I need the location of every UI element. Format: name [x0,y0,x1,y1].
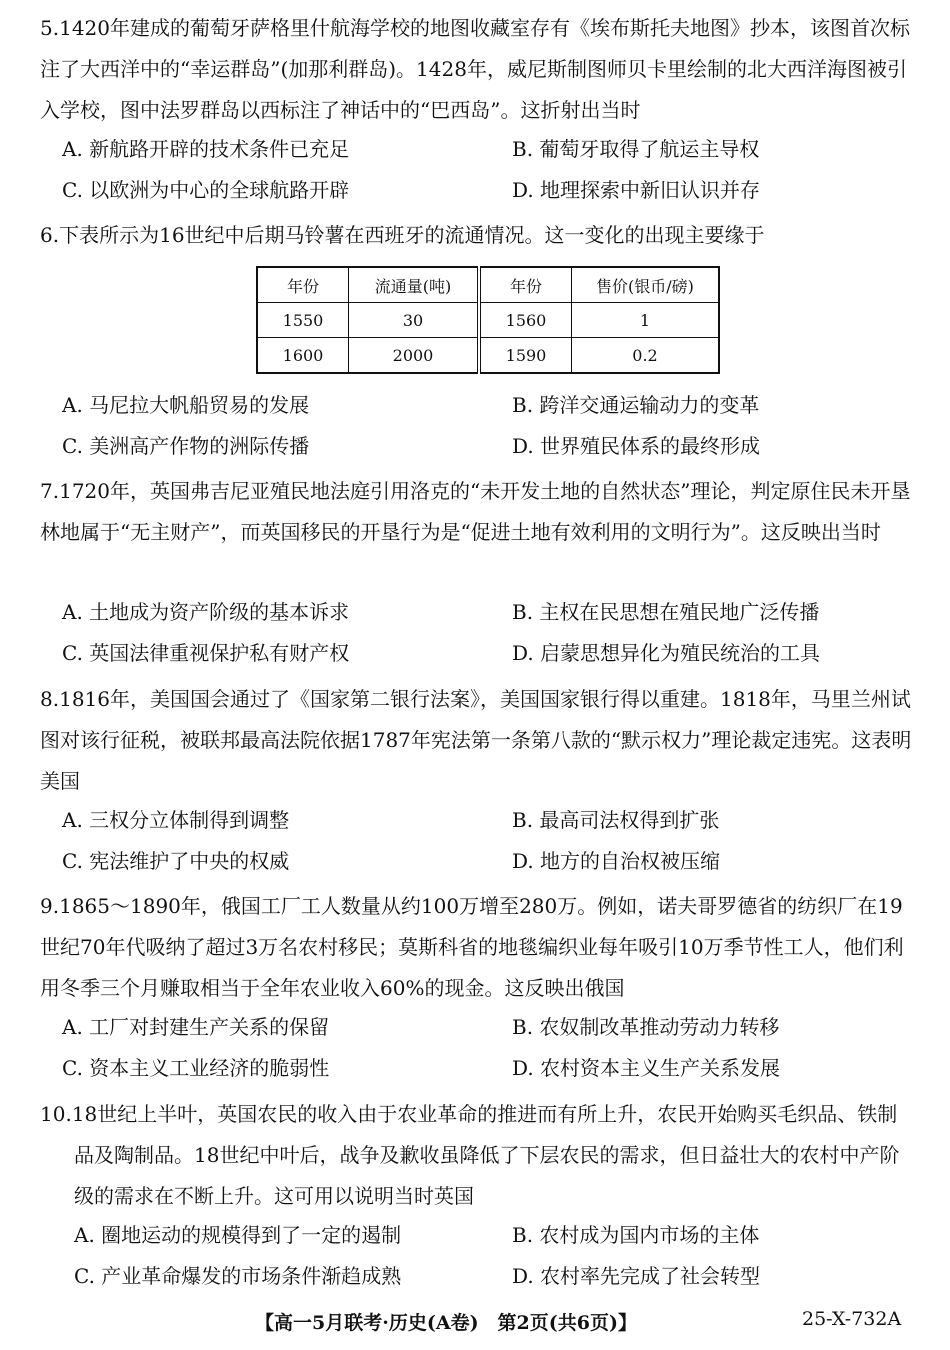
table-cell: 1550 [257,303,349,338]
table-header-cell: 流通量(吨) [349,267,480,303]
table-cell: 0.2 [572,338,720,374]
question-stem: 6.下表所示为16世纪中后期马铃薯在西班牙的流通情况。这一变化的出现主要缘于 [40,223,765,247]
question-stem: 10.18世纪上半叶，英国农民的收入由于农业革命的推进而有所上升，农民开始购买毛织品、铁制品及陶制品。18世纪中叶后，战争及歉收虽降低了下层农民的需求，但日益壮大的农村中产阶级的需求在不断上升。这可用以说明当时英国 [40,1102,900,1208]
option-d[interactable]: D. 启蒙思想异化为殖民统治的工具 [512,641,821,665]
option-c[interactable]: C. 英国法律重视保护私有财产权 [62,641,350,665]
table-row [257,303,719,338]
table-cell: 1560 [479,303,572,338]
option-d[interactable]: D. 地理探索中新旧认识并存 [512,178,761,202]
option-c[interactable]: C. 以欧洲为中心的全球航路开辟 [62,178,350,202]
table-row [257,338,719,374]
option-b[interactable]: B. 跨洋交通运输动力的变革 [512,393,760,417]
option-a[interactable]: A. 马尼拉大帆船贸易的发展 [62,393,310,417]
option-d[interactable]: D. 世界殖民体系的最终形成 [512,434,761,458]
option-a[interactable]: A. 三权分立体制得到调整 [62,808,290,832]
footer-code: 25-X-732A [802,1308,902,1330]
option-d[interactable]: D. 农村资本主义生产关系发展 [512,1056,781,1080]
table-cell: 1600 [257,338,349,374]
option-b[interactable]: B. 农村成为国内市场的主体 [512,1223,760,1247]
option-a[interactable]: A. 新航路开辟的技术条件已充足 [62,137,350,161]
option-a[interactable]: A. 工厂对封建生产关系的保留 [62,1015,330,1039]
table-cell: 2000 [349,338,480,374]
option-a[interactable]: A. 土地成为资产阶级的基本诉求 [62,600,350,624]
table-header-cell: 售价(银币/磅) [572,267,720,303]
option-d[interactable]: D. 农村率先完成了社会转型 [512,1264,761,1288]
option-d[interactable]: D. 地方的自治权被压缩 [512,849,721,873]
option-c[interactable]: C. 产业革命爆发的市场条件渐趋成熟 [74,1264,402,1288]
table-cell: 1 [572,303,720,338]
option-c[interactable]: C. 资本主义工业经济的脆弱性 [62,1056,330,1080]
option-b[interactable]: B. 最高司法权得到扩张 [512,808,720,832]
question-5 [40,8,915,131]
question-stem: 7.1720年，英国弗吉尼亚殖民地法庭引用洛克的“未开发土地的自然状态”理论，判定原住民未开垦林地属于“无主财产”，而英国移民的开垦行为是“促进土地有效利用的文明行为”。这反映出当时 [40,479,911,544]
table-cell: 1590 [479,338,572,374]
question-10 [40,1094,915,1217]
option-c[interactable]: C. 宪法维护了中央的权威 [62,849,290,873]
table-header-cell: 年份 [479,267,572,303]
footer-exam-info: 【高一5月联考·历史(A卷) 第2页(共6页)】 [255,1312,637,1334]
question-6 [40,215,915,256]
option-c[interactable]: C. 美洲高产作物的洲际传播 [62,434,310,458]
table-cell: 30 [349,303,480,338]
question-stem: 8.1816年，美国国会通过了《国家第二银行法案》，美国国家银行得以重建。1818年，马里兰州试图对该行征税，被联邦最高法院依据1787年宪法第一条第八款的“默示权力”理论裁定违宪。这表明美国 [40,687,912,793]
option-b[interactable]: B. 主权在民思想在殖民地广泛传播 [512,600,820,624]
question-8 [40,679,915,802]
option-b[interactable]: B. 农奴制改革推动劳动力转移 [512,1015,780,1039]
question-stem: 5.1420年建成的葡萄牙萨格里什航海学校的地图收藏室存有《埃布斯托夫地图》抄本，该图首次标注了大西洋中的“幸运群岛”(加那利群岛)。1428年，威尼斯制图师贝卡里绘制的北大西洋海图被引入学校，图中法罗群岛以西标注了神话中的“巴西岛”。这折射出当时 [40,16,910,122]
table-header-row [257,267,719,303]
option-b[interactable]: B. 葡萄牙取得了航运主导权 [512,137,760,161]
question-9 [40,886,915,1009]
question-stem: 9.1865～1890年，俄国工厂工人数量从约100万增至280万。例如，诺夫哥罗德省的纺织厂在19世纪70年代吸纳了超过3万名农村移民；莫斯科省的地毯编织业每年吸引10万季节性工人，他们利用冬季三个月赚取相当于全年农业收入60%的现金。这反映出俄国 [40,894,904,1000]
potato-circulation-table [256,266,720,374]
table-header-cell: 年份 [257,267,349,303]
option-a[interactable]: A. 圈地运动的规模得到了一定的遏制 [74,1223,402,1247]
question-7 [40,471,915,553]
